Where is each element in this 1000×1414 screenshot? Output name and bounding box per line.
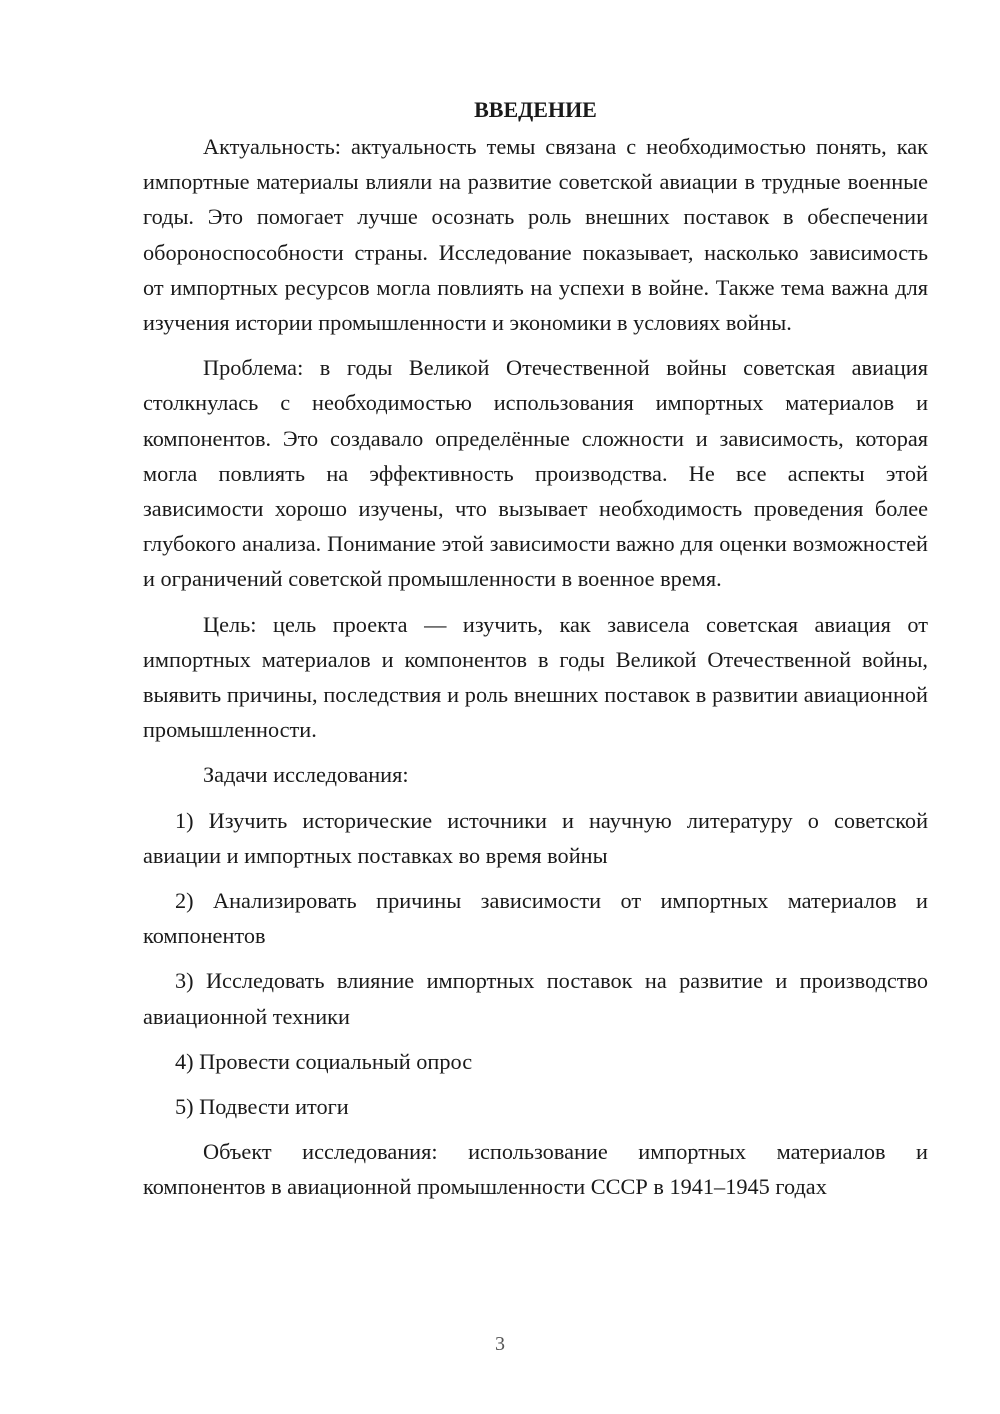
task-item-5: 5) Подвести итоги	[175, 1094, 349, 1120]
paragraph-object: Объект исследования: использование импортных материалов и компонентов в авиационной промышленности СССР в 1941–1945 годах	[143, 1139, 928, 1200]
task-item-4: 4) Провести социальный опрос	[175, 1048, 473, 1074]
paragraph-relevance: Актуальность: актуальность темы связана с необходимостью понять, как импортные материалы влияли на развитие советской авиации в трудные военные годы. Это помогает лучше осознать роль внешних поставок в обеспечении обороноспособности страны. Исследование показывает, насколько зависимость от импортных ресурсов могла повлиять на успехи в войне. Также тема важна для изучения истории промышленности и экономики в условиях войны.	[143, 134, 928, 336]
task-item-3: 3) Исследовать влияние импортных поставок на развитие и производство авиационной техники	[143, 968, 928, 1029]
paragraph-goal: Цель: цель проекта — изучить, как зависела советская авиация от импортных материалов и компонентов в годы Великой Отечественной войны, выявить причины, последствия и роль внешних поставок в развитии авиационной промышленности.	[143, 611, 928, 743]
task-item-2: 2) Анализировать причины зависимости от импортных материалов и компонентов	[143, 888, 928, 949]
document-page	[143, 92, 928, 1215]
section-title: ВВЕДЕНИЕ	[474, 97, 597, 122]
task-item-1: 1) Изучить исторические источники и научную литературу о советской авиации и импортных поставках во время войны	[143, 807, 928, 868]
page-number: 3	[495, 1333, 505, 1355]
paragraph-problem: Проблема: в годы Великой Отечественной войны советская авиация столкнулась с необходимостью использования импортных материалов и компонентов. Это создавало определённые сложности и зависимость, которая могла повлиять на эффективность производства. Не все аспекты этой зависимости хорошо изучены, что вызывает необходимость проведения более глубокого анализа. Понимание этой зависимости важно для оценки возможностей и ограничений советской промышленности в военное время.	[143, 355, 928, 592]
paragraph-tasks-heading: Задачи исследования:	[203, 762, 409, 788]
